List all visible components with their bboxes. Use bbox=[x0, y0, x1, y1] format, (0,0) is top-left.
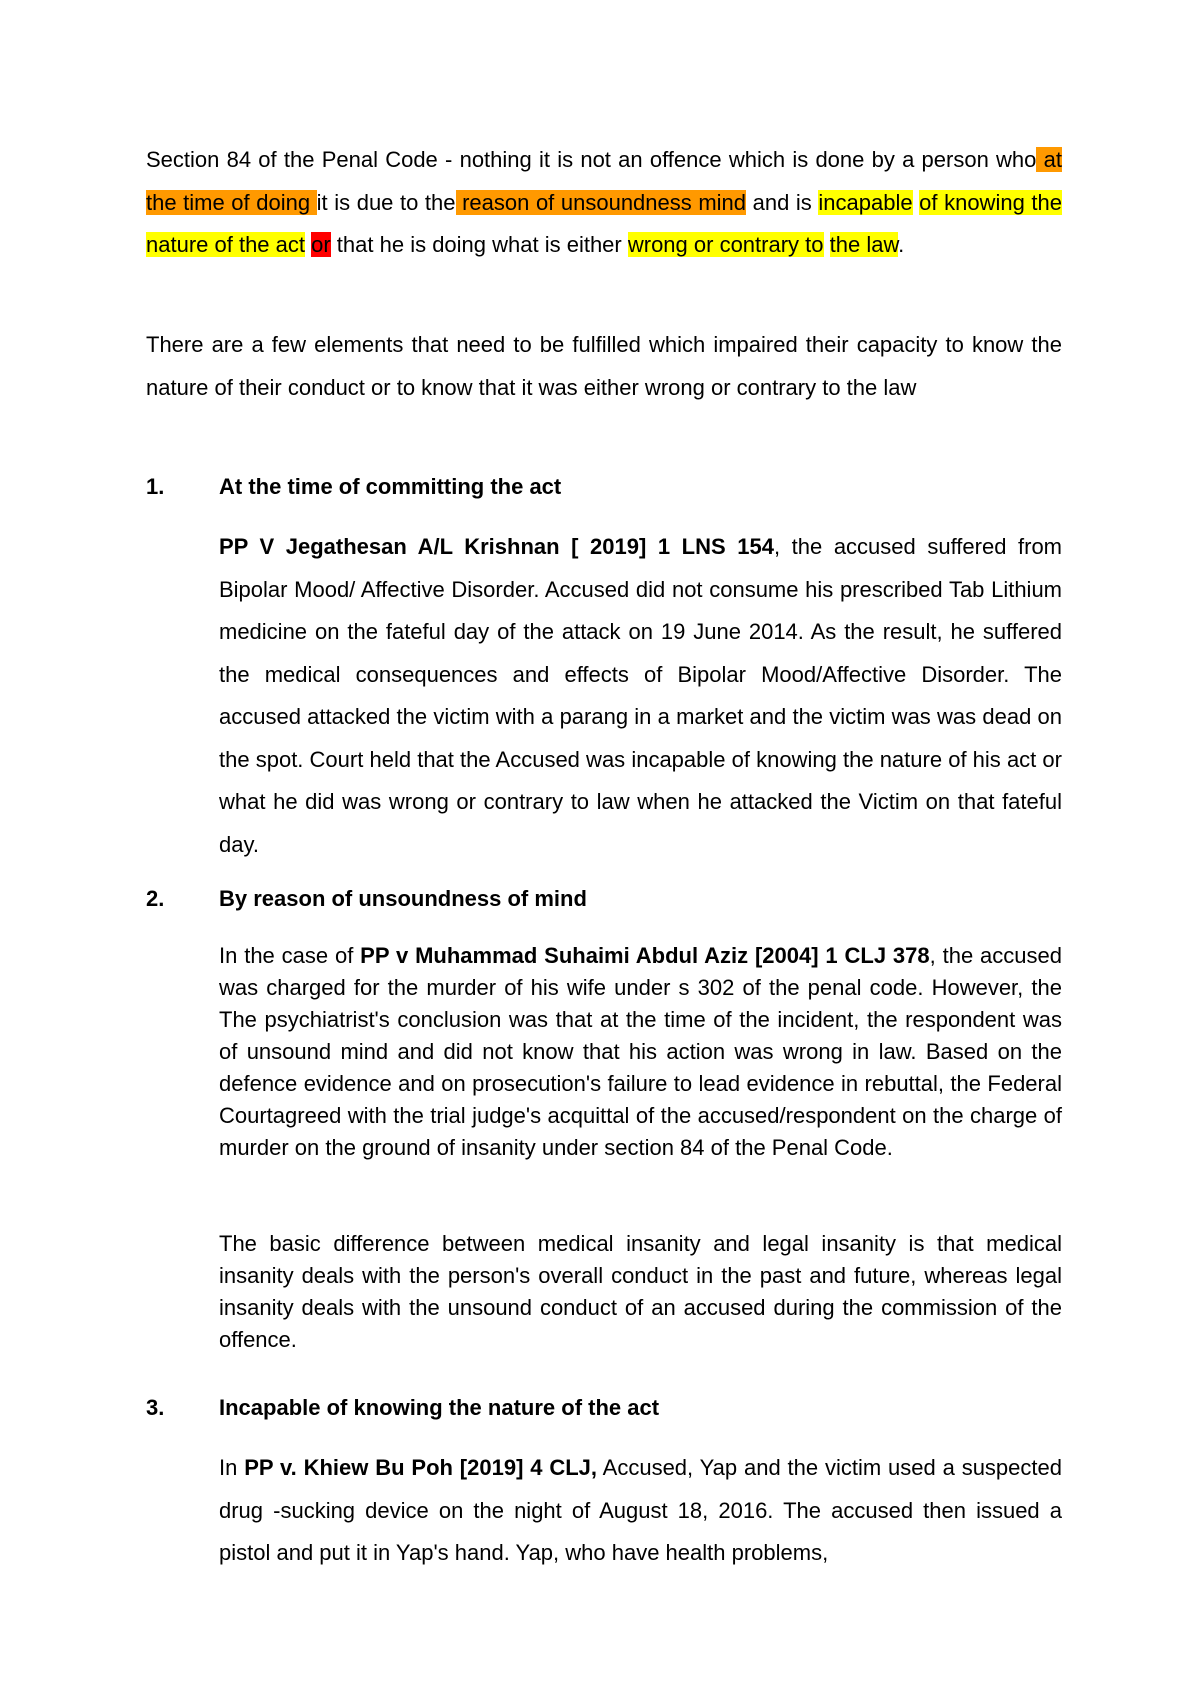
highlight-nature-of-act: of knowing the nature of the act bbox=[146, 189, 1062, 257]
section-2-paragraph bbox=[219, 940, 1062, 1164]
intro-text: and is bbox=[746, 189, 819, 215]
section-1-heading bbox=[146, 472, 561, 502]
intro-text: . bbox=[898, 232, 905, 257]
intro-text: it is due to the bbox=[316, 189, 456, 215]
intro-text: that he is doing what is either bbox=[330, 232, 628, 257]
section-2-title: By reason of unsoundness of mind bbox=[219, 886, 587, 911]
section-1-number: 1. bbox=[146, 474, 165, 499]
highlight-or: or bbox=[311, 232, 331, 257]
section-3-paragraph bbox=[219, 1447, 1062, 1575]
case-citation-jegathesan: PP V Jegathesan A/L Krishnan [ 2019] 1 LNS 154 bbox=[219, 534, 774, 559]
section-2-number: 2. bbox=[146, 886, 165, 911]
section-1-body: , the accused suffered from Bipolar Mood/ Affective Disorder. Accused did not consume his prescribed Tab Lithium medicine on the fateful day of the attack on 19 June 2014. As the result, he suffered the medical consequences and effects of Bipolar Mood/Affective Disorder. The accused attacked the victim with a parang in a market and the victim was was dead on the spot. Court held that the Accused was incapable of knowing the nature of his act or what he did was wrong or contrary to law when he attacked the Victim on that fateful day. bbox=[219, 534, 1063, 857]
section-1-paragraph bbox=[219, 526, 1062, 866]
highlight-time-of-doing: at the time of doing bbox=[146, 147, 1062, 215]
section-2-heading bbox=[146, 884, 587, 914]
case-citation-khiew: PP v. Khiew Bu Poh [2019] 4 CLJ, bbox=[244, 1455, 598, 1480]
highlight-unsoundness-mind: reason of unsoundness mind bbox=[455, 189, 747, 215]
intro-paragraph bbox=[146, 139, 1062, 267]
highlight-wrong-or-contrary: wrong or contrary to bbox=[627, 232, 824, 257]
section-3-heading bbox=[146, 1393, 659, 1423]
intro-text: Section 84 of the Penal Code - nothing it is not an offence which is done by a person who bbox=[146, 147, 1037, 172]
section-2-extra-paragraph: The basic difference between medical insanity and legal insanity is that medical insanity deals with the person's overall conduct in the past and future, whereas legal insanity deals with the unsound conduct of an accused during the commission of the offence. bbox=[219, 1231, 1062, 1352]
elements-intro-paragraph: There are a few elements that need to be fulfilled which impaired their capacity to know the nature of their conduct or to know that it was either wrong or contrary to the law bbox=[146, 332, 1062, 400]
section-3-title: Incapable of knowing the nature of the act bbox=[219, 1395, 660, 1420]
case-citation-suhaimi: PP v Muhammad Suhaimi Abdul Aziz [2004] 1 CLJ 378 bbox=[360, 943, 930, 968]
intro-text bbox=[824, 232, 830, 257]
section-1-title: At the time of committing the act bbox=[219, 474, 562, 499]
section-2-lead: In the case of bbox=[219, 943, 361, 968]
section-3-number: 3. bbox=[146, 1395, 165, 1420]
highlight-the-law: the law bbox=[829, 232, 899, 257]
section-2-body: , the accused was charged for the murder of his wife under s 302 of the penal code. However, the The psychiatrist's conclusion was that at the time of the incident, the respondent was of unsound mind and did not know that his action was wrong in law. Based on the defence evidence and on prosecution's failure to lead evidence in rebuttal, the Federal Courtagreed with the trial judge's acquittal of the accused/respondent on the charge of murder on the ground of insanity under section 84 of the Penal Code. bbox=[219, 943, 1062, 1160]
section-3-body: Accused, Yap and the victim used a suspected drug -sucking device on the night of August 18, 2016. The accused then issued a pistol and put it in Yap's hand. Yap, who have health problems, bbox=[219, 1455, 1062, 1565]
highlight-incapable: incapable bbox=[818, 189, 913, 215]
section-3-lead: In bbox=[219, 1455, 245, 1480]
